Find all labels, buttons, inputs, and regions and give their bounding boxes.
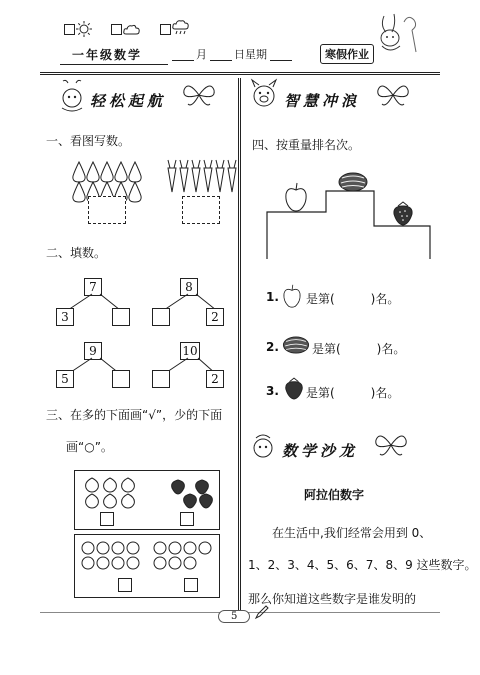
bond-2-top: 8 (180, 278, 198, 296)
answer-box-strawberries[interactable] (180, 512, 194, 526)
bond-1-left: 3 (56, 308, 74, 326)
bond-4-right: 2 (206, 370, 224, 388)
pencil-icon (254, 604, 270, 620)
rank-text-1[interactable]: 是第( )名。 (306, 292, 400, 306)
bond-1-right[interactable] (112, 308, 130, 326)
bond-3-right[interactable] (112, 370, 130, 388)
article-title: 阿拉伯数字 (304, 488, 365, 502)
question-3-line2: 画“○”。 (66, 440, 113, 454)
month-blank[interactable] (172, 60, 194, 61)
weekday-blank[interactable] (270, 60, 292, 61)
rabbit-icon (368, 12, 424, 56)
cloud-icon (123, 23, 141, 35)
question-2-title: 二、填数。 (46, 246, 107, 260)
header-underline (60, 64, 168, 65)
sun-icon (76, 21, 92, 37)
column-divider (238, 78, 241, 613)
question-1-title: 一、看图写数。 (46, 134, 131, 148)
weather-checkbox-sunny[interactable] (64, 24, 75, 35)
carrot-group-icon (164, 160, 236, 194)
answer-box-oranges[interactable] (184, 578, 198, 592)
rank-text-2[interactable]: 是第( )名。 (312, 342, 406, 356)
rank-number-3: 3. (266, 384, 279, 398)
top-divider (40, 72, 440, 75)
bond-2-left[interactable] (152, 308, 170, 326)
bond-2-right: 2 (206, 308, 224, 326)
strawberry-group-icon (170, 476, 214, 512)
rain-cloud-icon (172, 20, 190, 36)
bond-3-left: 5 (56, 370, 74, 388)
strawberry-icon (392, 202, 414, 226)
rank-number-1: 1. (266, 290, 279, 304)
rank-text-3[interactable]: 是第( )名。 (306, 386, 400, 400)
answer-box-peaches[interactable] (100, 512, 114, 526)
math-salon-banner: 数学沙龙 (282, 442, 359, 460)
butterfly-icon-3 (374, 430, 408, 460)
article-line-2: 1、2、3、4、5、6、7、8、9 这些数字。 (248, 558, 477, 572)
watermelon-icon (282, 336, 310, 354)
answer-box-apples[interactable] (118, 578, 132, 592)
apple-icon (284, 182, 308, 212)
day-blank[interactable] (210, 60, 232, 61)
weather-checkbox-rainy[interactable] (160, 24, 171, 35)
article-line-3: 那么你知道这些数字是谁发明的 (248, 592, 417, 606)
pig-mascot-icon (246, 78, 282, 114)
bee-mascot-icon (54, 78, 90, 114)
butterfly-icon (182, 80, 216, 110)
bond-4-top: 10 (180, 342, 200, 360)
day-weekday-label: 日星期 (234, 48, 267, 61)
homework-badge: 寒假作业 (320, 44, 374, 64)
answer-box-carrots[interactable] (182, 196, 220, 224)
mascot-icon-2 (246, 430, 280, 464)
watermelon-icon (338, 172, 368, 192)
article-line-1: 在生活中,我们经常会用到 0、 (272, 526, 432, 540)
bond-3-top: 9 (84, 342, 102, 360)
butterfly-icon-2 (376, 80, 410, 110)
bond-1-top: 7 (84, 278, 102, 296)
weather-checkbox-cloudy[interactable] (111, 24, 122, 35)
apple-group-icon (80, 540, 142, 572)
strawberry-icon (284, 378, 304, 400)
question-3-line1: 三、在多的下面画“√”，少的下面 (46, 408, 223, 422)
grade-subject: 一年级数学 (72, 48, 143, 62)
apple-icon (282, 284, 302, 308)
question-4-title: 四、按重量排名次。 (252, 138, 361, 152)
page-number: 5 (218, 610, 250, 623)
month-label: 月 (196, 48, 207, 61)
orange-group-icon (152, 540, 214, 572)
bond-4-left[interactable] (152, 370, 170, 388)
answer-box-pears[interactable] (88, 196, 126, 224)
left-banner-title: 轻松起航 (90, 92, 167, 110)
rank-number-2: 2. (266, 340, 279, 354)
peach-group-icon (84, 476, 136, 510)
right-banner-title: 智慧冲浪 (284, 92, 361, 110)
